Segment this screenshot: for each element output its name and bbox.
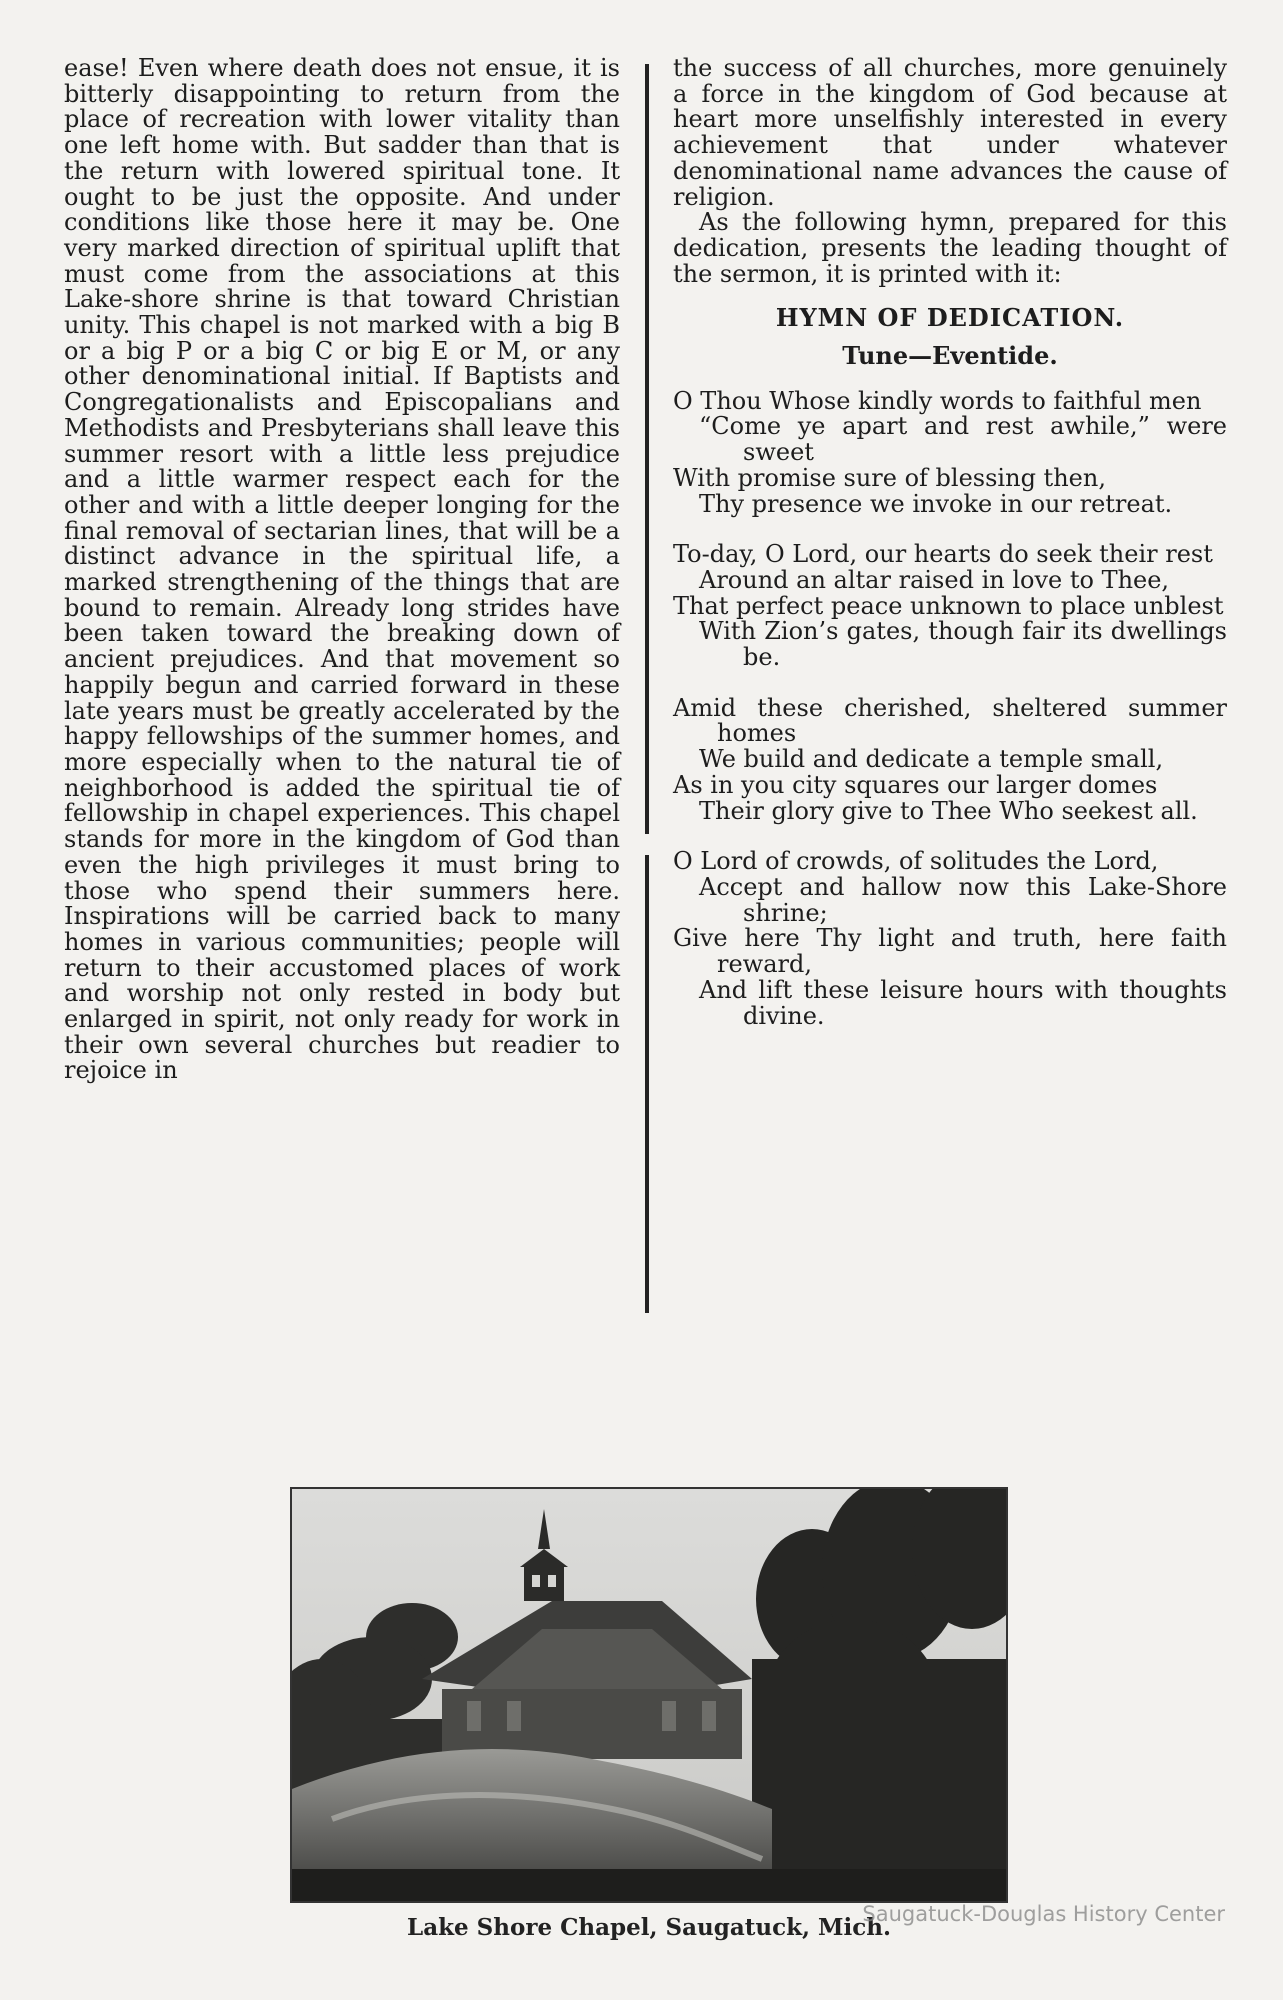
hymn-stanza-4	[673, 849, 1227, 1029]
hymn-line: To-day, O Lord, our hearts do seek their rest	[673, 540, 1213, 569]
hymn-line: Give here Thy light and truth, here faith reward,	[673, 924, 1227, 979]
column-divider-top	[645, 64, 649, 834]
foreground-shadow	[292, 1869, 1006, 1901]
right-column-text	[673, 56, 1227, 1054]
hymn-line: And lift these leisure hours with thoughts divine.	[699, 975, 1227, 1030]
hymn-line: As in you city squares our larger domes	[673, 770, 1158, 799]
hymn-line: Accept and hallow now this Lake-Shore shrine;	[699, 872, 1227, 927]
photo-caption: Lake Shore Chapel, Saugatuck, Mich.	[407, 1914, 891, 1941]
trees-right	[752, 1489, 1006, 1901]
hymn-line: Amid these cherished, sheltered summer homes	[673, 693, 1227, 748]
hymn-stanza-2	[673, 542, 1227, 671]
hymn-line: “Come ye apart and rest awhile,” were sweet	[699, 412, 1227, 467]
chapel-photo	[290, 1487, 1008, 1903]
hymn-stanza-1	[673, 386, 1227, 518]
hymn-line: With promise sure of blessing then,	[673, 463, 1106, 492]
hymn-line: That perfect peace unknown to place unblest	[673, 591, 1224, 620]
hymn-intro-paragraph: As the following hymn, prepared for this dedication, presents the leading thought of the sermon, it is printed with it:	[673, 208, 1227, 288]
hymn-line: Their glory give to Thee Who seekest all.	[699, 796, 1198, 825]
hymn-line: With Zion’s gates, though fair its dwellings be.	[699, 617, 1227, 672]
left-column-text	[64, 56, 620, 1084]
hymn-line: O Thou Whose kindly words to faithful men	[673, 386, 1202, 415]
hymn-tune: Tune—Eventide.	[842, 341, 1058, 371]
hymn-line: We build and dedicate a temple small,	[699, 745, 1164, 774]
continuation-paragraph: the success of all churches, more genuinely a force in the kingdom of God because at heart more unselfishly interested in every achievement that under whatever denominational name advances the cause of religion.	[673, 54, 1227, 211]
watermark-text: Saugatuck-Douglas History Center	[862, 1902, 1225, 1926]
chapel-photo-illustration	[292, 1489, 1006, 1901]
column-divider-bottom	[645, 855, 649, 1313]
hymn-line: Thy presence we invoke in our retreat.	[699, 489, 1173, 518]
hymn-line: Around an altar raised in love to Thee,	[699, 565, 1170, 594]
hymn-stanza-3	[673, 693, 1227, 825]
hymn-title: HYMN OF DEDICATION.	[775, 303, 1125, 333]
chapel-walls	[442, 1689, 742, 1759]
hymn-line: O Lord of crowds, of solitudes the Lord,	[673, 847, 1159, 876]
left-column-paragraph: ease! Even where death does not ensue, it is bitterly disappointing to return from the place of recreation with lower vitality than one left home with. But sadder than that is the return with lowered spiritual tone. It ought to be just the opposite. And under conditions like those here it may be. One very marked direction of spiritual uplift that must come from the associations at this Lake-shore shrine is that toward Christian unity. This chapel is not marked with a big B or a big P or a big C or big E or M, or any other denominational initial. If Baptists and Congregationalists and Episcopalians and Methodists and Presbyterians shall leave this summer resort with a little less prejudice and a little warmer respect each for the other and with a little deeper longing for the final removal of sectarian lines, that will be a distinct advance in the spiritual life, a marked strengthening of the things that are bound to remain. Already long strides have been taken toward the breaking down of ancient prejudices. And that movement so happily begun and carried forward in these late years must be greatly accelerated by the happy fellowships of the summer homes, and more especially when to the natural tie of neighborhood is added the spiritual tie of fellowship in chapel experiences. This chapel stands for more in the kingdom of God than even the high privileges it must bring to those who spend their summers here. Inspirations will be carried back to many homes in various communities; people will return to their accustomed places of work and worship not only rested in body but enlarged in spirit, not only ready for work in their own several churches but readier to rejoice in	[64, 54, 620, 1085]
